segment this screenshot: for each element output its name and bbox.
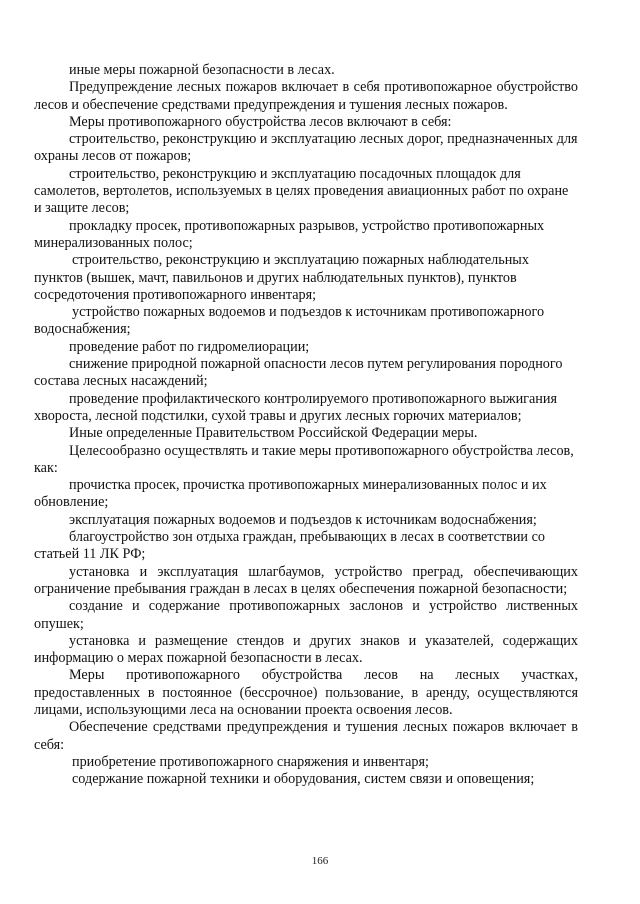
paragraph-15: эксплуатация пожарных водоемов и подъездов к источникам водоснабжения;	[69, 511, 537, 528]
paragraph-1: иные меры пожарной безопасности в лесах.	[69, 62, 335, 78]
paragraph-21: Обеспечение средствами предупреждения и тушения лесных пожаров включает в себя:	[34, 719, 578, 753]
paragraph-2: Предупреждение лесных пожаров включает в себя противопожарное обустройство лесов и обеспечение средствами предупреждения и тушения лесных пожаров.	[34, 79, 578, 113]
page-number: 166	[311, 855, 329, 867]
paragraph-20: Меры противопожарного обустройства лесов на лесных участках, предоставленных в постоянное (бессрочное) пользование, в аренду, осуществляются лицами, использующими леса на основании проекта освоения лесов.	[34, 667, 578, 718]
paragraph-3: Меры противопожарного обустройства лесов включают в себя:	[69, 113, 452, 130]
paragraph-16: благоустройство зон отдыха граждан, пребывающих в лесах в соответствии со статьей 11 ЛК РФ;	[34, 529, 545, 563]
document-body	[34, 62, 578, 788]
paragraph-7: строительство, реконструкцию и эксплуатацию пожарных наблюдательных пунктов (вышек, мачт, павильонов и других наблюдательных пунктов), пунктов сосредоточения противопожарного инвентаря;	[34, 252, 529, 303]
paragraph-5: строительство, реконструкцию и эксплуатацию посадочных площадок для самолетов, вертолетов, используемых в целях проведения авиационных работ по охране и защите лесов;	[34, 165, 569, 217]
paragraph-4: строительство, реконструкцию и эксплуатацию лесных дорог, предназначенных для охраны лесов от пожаров;	[34, 131, 578, 165]
paragraph-22: приобретение противопожарного снаряжения и инвентаря;	[72, 753, 429, 770]
paragraph-14: прочистка просек, прочистка противопожарных минерализованных полос и их обновление;	[34, 477, 547, 511]
paragraph-18: создание и содержание противопожарных заслонов и устройство лиственных опушек;	[34, 598, 578, 632]
paragraph-17: установка и эксплуатация шлагбаумов, устройство преград, обеспечивающих ограничение пребывания граждан в лесах в целях обеспечения пожарной безопасности;	[34, 563, 578, 597]
paragraph-13: Целесообразно осуществлять и такие меры противопожарного обустройства лесов, как:	[34, 442, 574, 476]
paragraph-11: проведение профилактического контролируемого противопожарного выжигания хвороста, лесной подстилки, сухой травы и других лесных горючих материалов;	[34, 390, 557, 424]
paragraph-9: проведение работ по гидромелиорации;	[69, 338, 310, 355]
paragraph-8: устройство пожарных водоемов и подъездов к источникам противопожарного водоснабжения;	[34, 304, 545, 338]
paragraph-12: Иные определенные Правительством Российской Федерации меры.	[69, 425, 478, 442]
paragraph-23: содержание пожарной техники и оборудования, систем связи и оповещения;	[72, 771, 535, 788]
paragraph-10: снижение природной пожарной опасности лесов путем регулирования породного состава лесных насаждений;	[34, 356, 563, 390]
paragraph-6: прокладку просек, противопожарных разрывов, устройство противопожарных минерализованных полос;	[34, 217, 545, 251]
paragraph-19: установка и размещение стендов и других знаков и указателей, содержащих информацию о мерах пожарной безопасности в лесах.	[34, 632, 578, 667]
